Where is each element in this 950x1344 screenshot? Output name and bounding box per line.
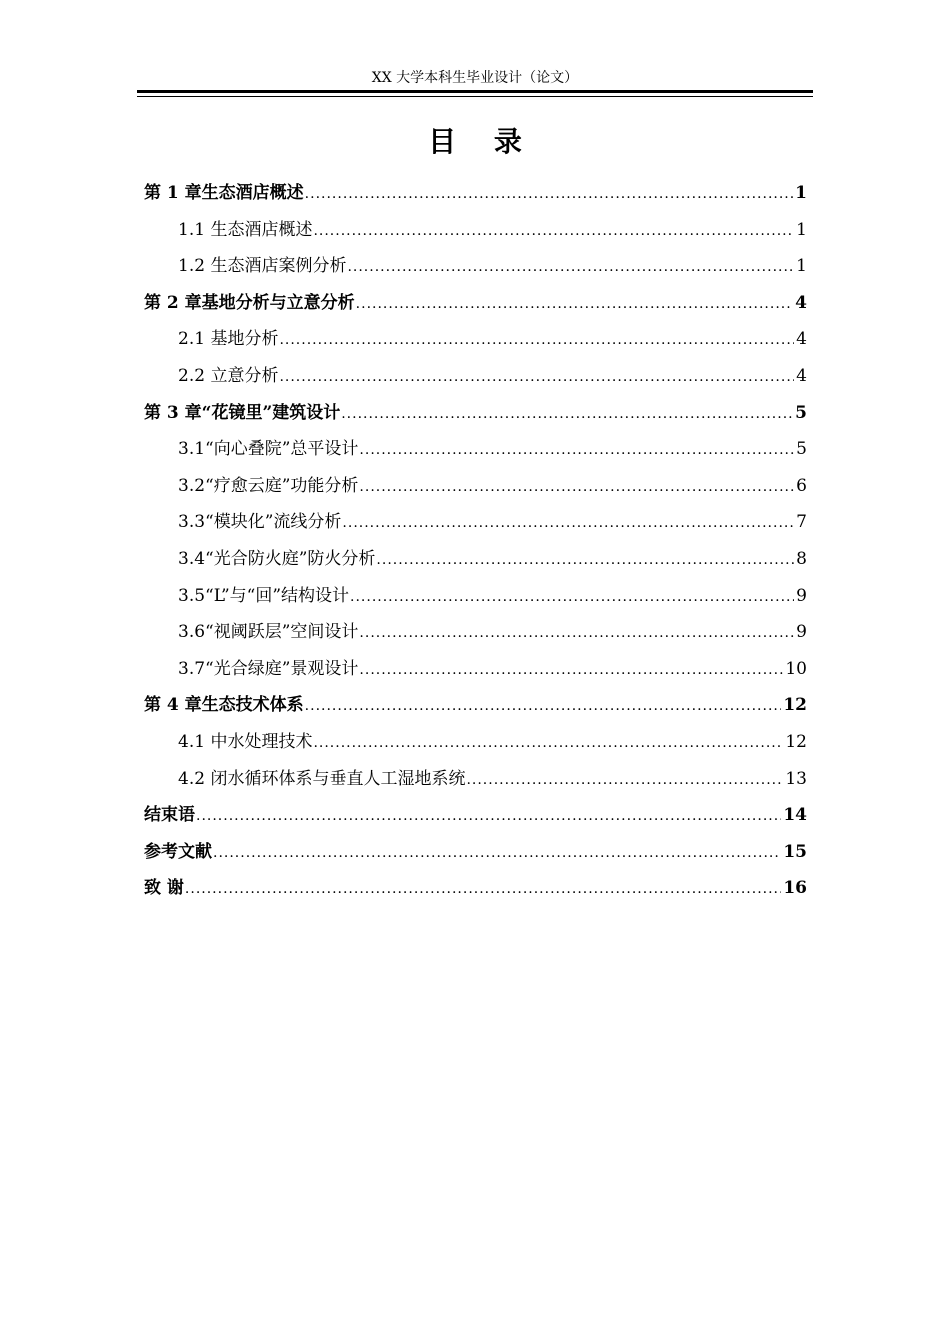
toc-entry-page: 12 [783,695,807,716]
dot-leader [359,432,794,469]
header-rule-thick [137,90,813,93]
toc-title: 目 录 [428,125,536,158]
toc-entry[interactable] [144,175,807,212]
toc-entry[interactable] [144,212,807,249]
toc-entry-label: 2.2 立意分析 [178,365,279,386]
toc-entry-label: 3.7“光合绿庭”景观设计 [178,658,359,679]
dot-leader [376,542,794,579]
toc-entry-page: 4 [796,329,807,350]
toc-entry[interactable] [144,541,807,578]
dot-leader [341,396,793,433]
toc-entry-label: 参考文献 [144,841,212,862]
dot-leader [279,322,794,359]
toc-entry-label: 1.2 生态酒店案例分析 [178,256,347,277]
dot-leader [305,176,793,213]
toc-entry-label: 第 2 章基地分析与立意分析 [144,292,355,313]
toc-entry-page: 9 [796,585,807,606]
toc-entry-page: 6 [796,475,807,496]
toc-entry-page: 15 [783,841,807,862]
toc-entry-label: 4.2 闭水循环体系与垂直人工湿地系统 [178,768,466,789]
toc-entry-label: 1.1 生态酒店概述 [178,219,313,240]
toc-entry-page: 1 [796,219,807,240]
toc-entry-page: 12 [785,731,807,752]
toc-entry-page: 5 [796,439,807,460]
toc-entry-label: 3.6“视阈跃层”空间设计 [178,622,359,643]
toc-entry-label: 3.1“向心叠院”总平设计 [178,439,359,460]
dot-leader [279,359,794,396]
toc-entry-page: 4 [796,365,807,386]
toc-entry[interactable] [144,614,807,651]
toc-entry-page: 7 [796,512,807,533]
dot-leader [359,615,794,652]
toc-entry[interactable] [144,578,807,615]
toc-entry-label: 第 4 章生态技术体系 [144,695,304,716]
toc-entry[interactable] [144,468,807,505]
dot-leader [342,505,794,542]
dot-leader [313,725,783,762]
toc-entry-page: 13 [785,768,807,789]
toc-entry-label: 致 谢 [144,878,184,899]
dot-leader [466,762,783,799]
toc-entry-page: 1 [795,183,807,203]
running-header: XX 大学本科生毕业设计（论文） [371,70,579,86]
toc-entry[interactable] [144,870,807,907]
toc-entry-page: 1 [796,256,807,277]
dot-leader [213,835,781,872]
dot-leader [350,579,794,616]
toc-entry-page: 8 [796,548,807,569]
toc-entry[interactable] [144,724,807,761]
toc-entry[interactable] [144,248,807,285]
toc-entry[interactable] [144,431,807,468]
dot-leader [356,286,793,323]
toc-entry-label: 3.3“模块化”流线分析 [178,512,342,533]
dot-leader [347,249,794,286]
toc-entry-label: 第 3 章“花镜里”建筑设计 [144,402,341,423]
toc-entry-page: 10 [785,658,807,679]
toc-entry-page: 4 [795,292,807,313]
toc-entry-label: 结束语 [144,805,195,826]
toc-entry[interactable] [144,504,807,541]
dot-leader [313,213,794,250]
toc-entry-label: 第 1 章生态酒店概述 [144,183,304,203]
toc-entry-label: 4.1 中水处理技术 [178,731,313,752]
toc-entry[interactable] [144,395,807,432]
toc-entry[interactable] [144,358,807,395]
toc-entry-label: 2.1 基地分析 [178,329,279,350]
toc-entry[interactable] [144,687,807,724]
toc-entry-page: 9 [796,622,807,643]
header-rule-thin [137,96,813,97]
toc-entry-page: 14 [783,805,807,826]
toc-entry[interactable] [144,651,807,688]
toc-entry-label: 3.2“疗愈云庭”功能分析 [178,475,359,496]
toc-entry-page: 5 [795,402,807,423]
dot-leader [359,469,794,506]
dot-leader [185,871,781,908]
table-of-contents [144,175,807,907]
toc-entry[interactable] [144,321,807,358]
toc-entry[interactable] [144,834,807,871]
toc-entry[interactable] [144,761,807,798]
toc-entry-page: 16 [783,878,807,899]
toc-entry-label: 3.5“L”与“回”结构设计 [178,585,350,606]
dot-leader [359,652,783,689]
toc-entry[interactable] [144,797,807,834]
toc-entry[interactable] [144,285,807,322]
dot-leader [196,798,781,835]
dot-leader [305,688,782,725]
toc-entry-label: 3.4“光合防火庭”防火分析 [178,548,376,569]
